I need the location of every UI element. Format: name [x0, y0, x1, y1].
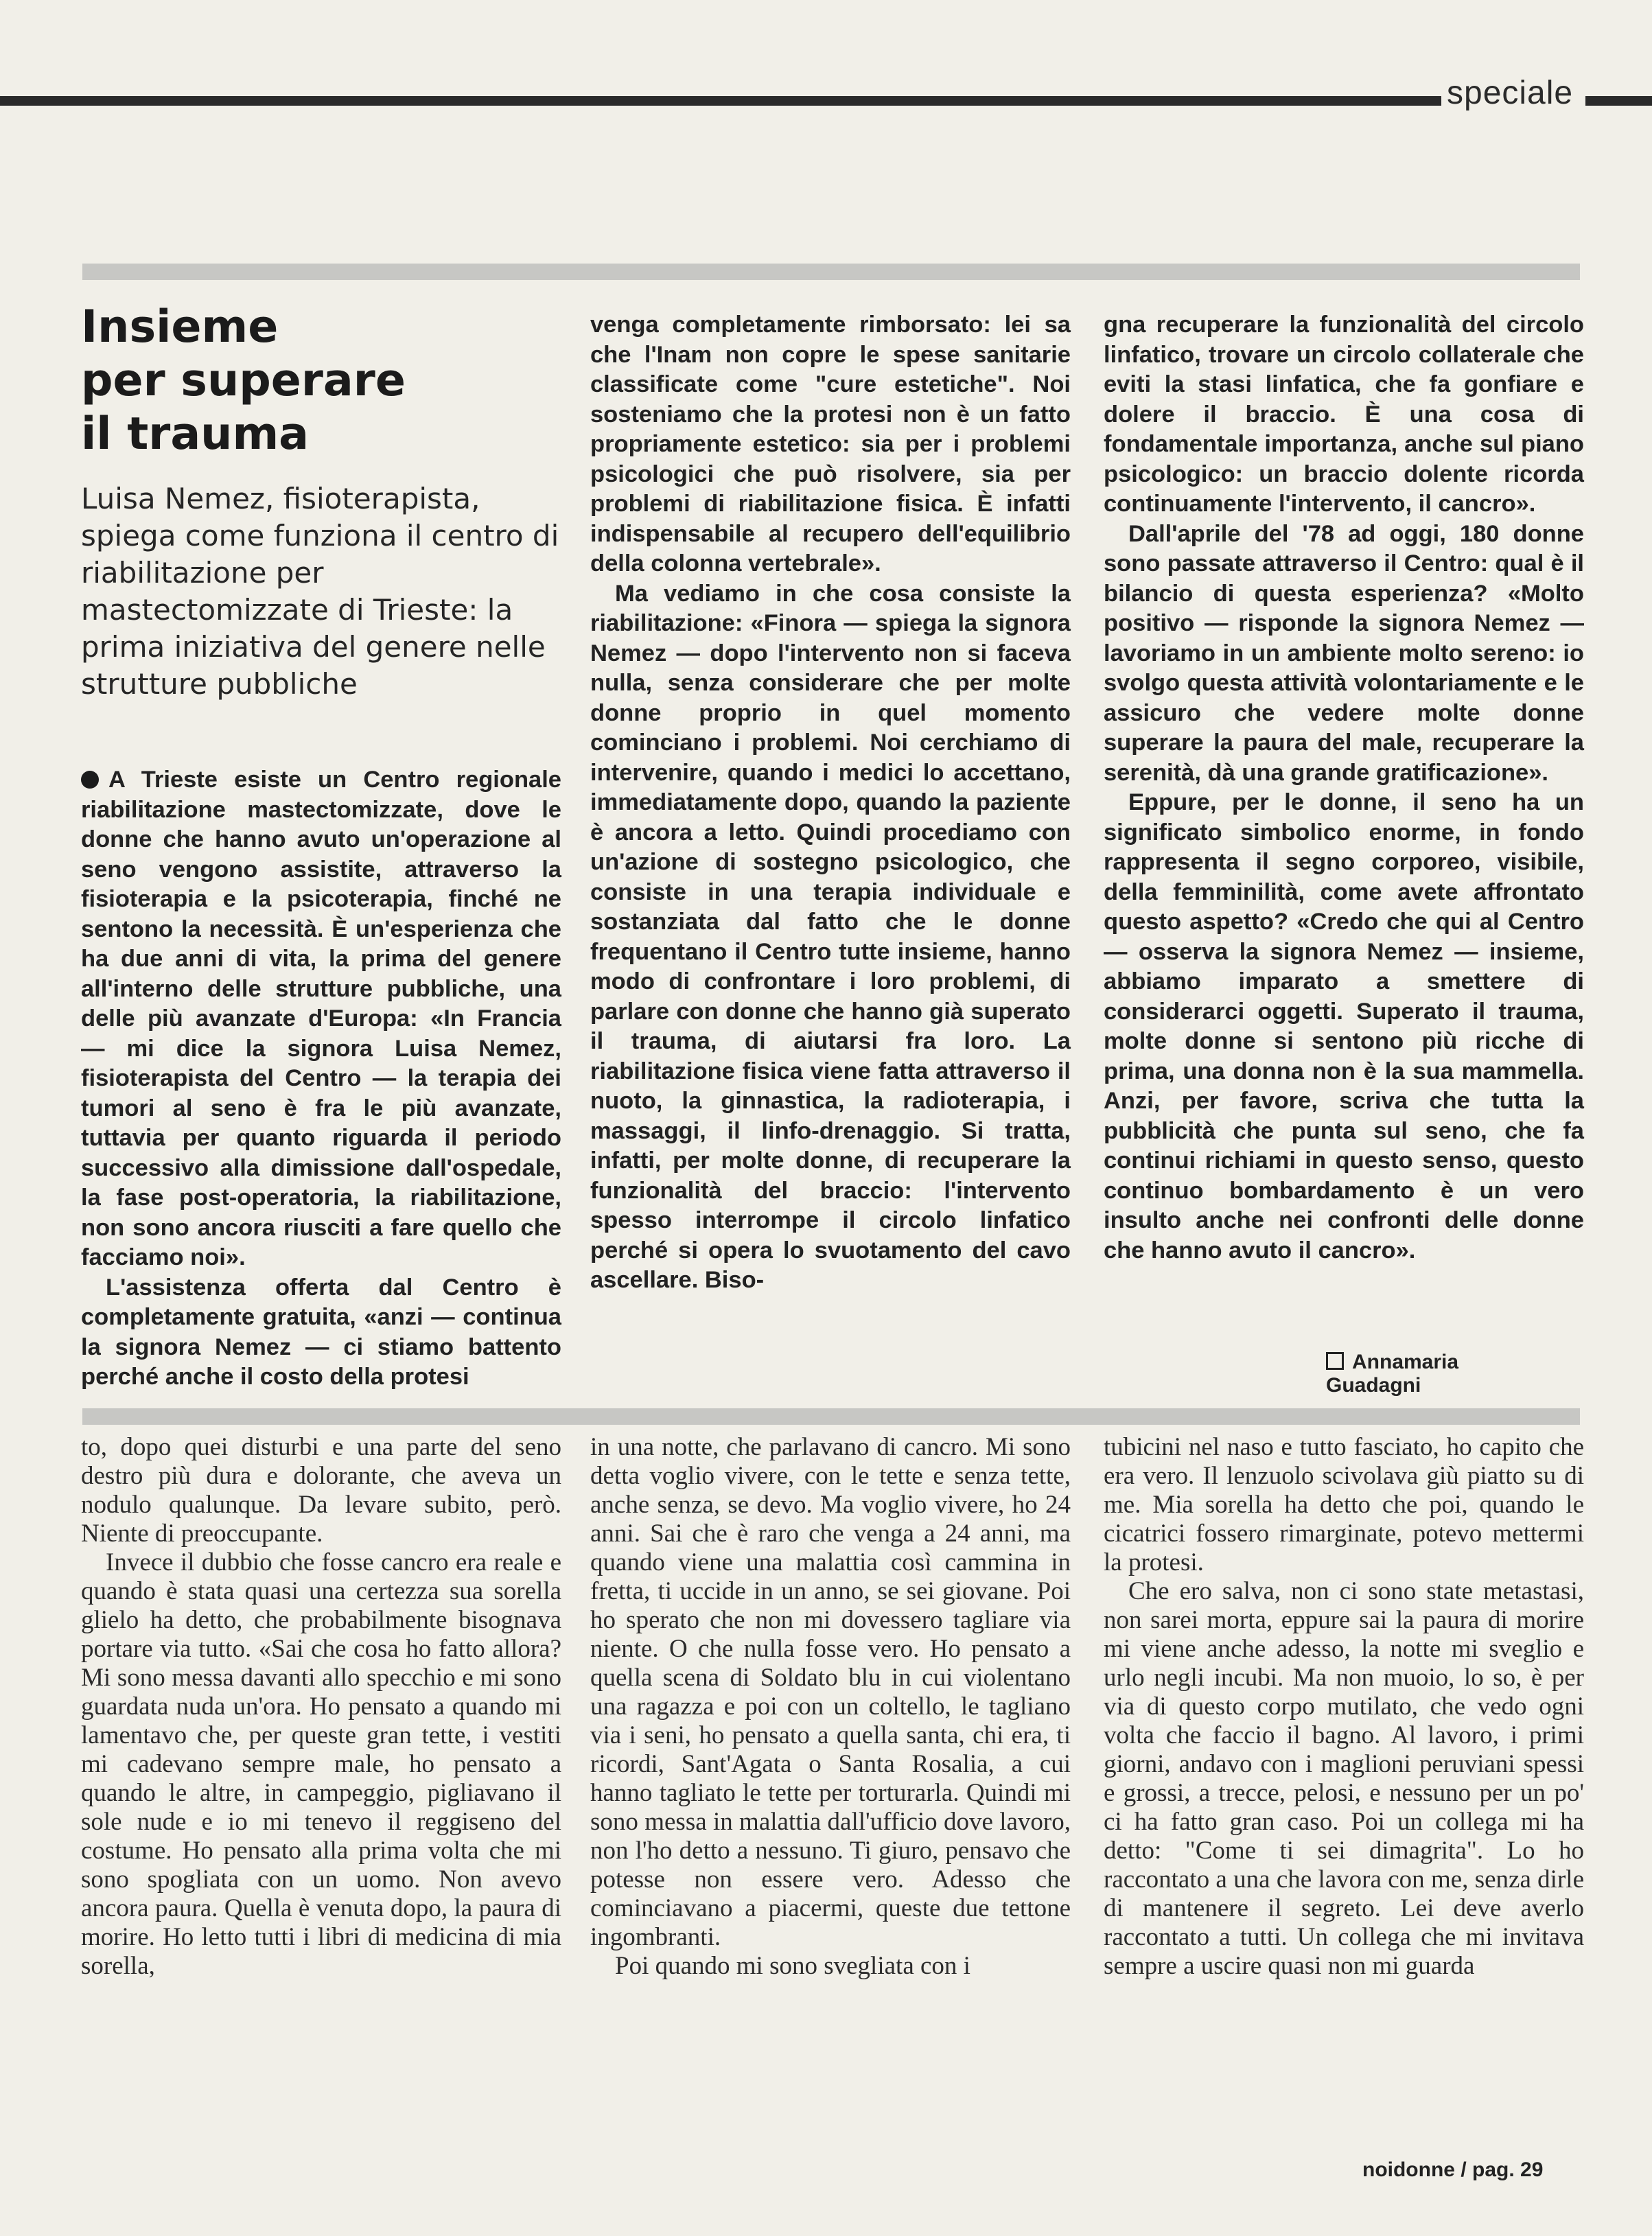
byline: [1326, 1351, 1552, 1397]
section-label: speciale: [1447, 75, 1574, 111]
paragraph: Poi quando mi sono svegliata con i: [615, 1952, 970, 1980]
paragraph: L'assistenza offerta dal Centro è completamente gratuita, «anzi — continua la signora Nemez — ci stiamo battento perché anche il costo della protesi: [81, 1274, 561, 1390]
paragraph: Che ero salva, non ci sono state metastasi, non sarei morta, eppure sai la paura di morire mi viene anche adesso, la notte mi sveglio e urlo negli incubi. Ma non muoio, lo so, è per via di questo corpo mutilato, che vedo ogni volta che faccio il bagno. Al lavoro, i primi giorni, andavo con i maglioni peruviani spessi e grossi, a trecce, pelosi, e nessuno per un po' ci ha fatto gran caso. Poi un collega mi ha detto: "Come ti sei dimagrita". Lo ho raccontato a una che lavora con me, senza dirle di mantenere il segreto. Lei deve averlo raccontato a tutti. Un collega che mi invitava sempre a uscire quasi non mi guarda: [1104, 1577, 1584, 1980]
headline-line: Insieme: [81, 301, 279, 353]
paragraph: Invece il dubbio che fosse cancro era reale e quando è stata quasi una certezza sua sorella glielo ha detto, che probabilmente bisognava portare via tutto. «Sai che cosa ho fatto allora? Mi sono messa davanti allo specchio e mi sono guardata nuda un'ora. Ho pensato a quando mi lamentavo che, per queste gran tette, i vestiti mi cadevano sempre male, ho pensato a quando le altre, in campeggio, pigliavano il sole nude e io mi tenevo il reggiseno del costume. Ho pensato alla prima volta che mi sono spogliata con un uomo. Non avevo ancora paura. Quella è venuta dopo, la paura di morire. Ho letto tutti i libri di medicina di mia sorella,: [81, 1548, 561, 1980]
paragraph: in una notte, che parlavano di cancro. Mi sono detta voglio vivere, con le tette e senza tette, anche senza, se devo. Ma voglio vivere, ho 24 anni. Sai che è raro che venga a 24 anni, ma quando viene una malattia così cammina in fretta, ti uccide in un anno, se sei giovane. Poi ho sperato che non mi dovessero tagliare via niente. O che nulla fosse vero. Ho pensato a quella scena di Soldato blu in cui violentano una ragazza e poi con un coltello, le tagliano via i seni, ho pensato a quella santa, chi era, ti ricordi, Sant'Agata o Santa Rosalia, a cui hanno tagliato le tette per torturarla. Quindi mi sono messa in malattia dall'ufficio dove lavoro, non l'ho detto a nessuno. Ti giuro, pensavo che potesse non essere vero. Adesso che cominciavano a piacermi, queste due tettone ingombranti.: [590, 1433, 1071, 1951]
story-top-band: [82, 1408, 1580, 1425]
page-number: 29: [1520, 2158, 1544, 2181]
paragraph: tubicini nel naso e tutto fasciato, ho capito che era vero. Il lenzuolo scivolava giù piatto su di me. Mia sorella ha detto che poi, quando le cicatrici fossero rimarginate, potevo mettermi la protesi.: [1104, 1433, 1584, 1576]
article-top-band: [82, 264, 1580, 280]
story-column-1: [81, 1433, 561, 1981]
article-headline: [81, 301, 561, 461]
byline-author: Annamaria Guadagni: [1326, 1351, 1459, 1397]
article-subhead: Luisa Nemez, fisioterapista, spiega come funziona il centro di riabilitazione per mastectomizzate di Trieste: la prima iniziativa del genere nelle strutture pubbliche: [81, 482, 559, 701]
header-rule-right: [1585, 96, 1652, 106]
article-column-3: [1104, 310, 1584, 1266]
headline-line: per superare: [81, 355, 406, 406]
paragraph: to, dopo quei disturbi e una parte del seno destro più dura e dolorante, che aveva un nodulo qualunque. Da levare subito, però. Niente di preoccupante.: [81, 1433, 561, 1548]
headline-line: il trauma: [81, 408, 310, 460]
paragraph: Dall'aprile del '78 ad oggi, 180 donne sono passate attraverso il Centro: qual è il bilancio di questa esperienza? «Molto positivo — risponde la signora Nemez — lavoriamo in un ambiente molto sereno: io svolgo questa attività volontariamente e le assicuro che vedere molte donne superare la paura del male, recuperare la serenità, dà una grande gratificazione».: [1104, 520, 1584, 786]
square-bullet-icon: [1326, 1352, 1344, 1370]
paragraph: venga completamente rimborsato: lei sa che l'Inam non copre le spese sanitarie classificate come "cure estetiche". Noi sosteniamo che la protesi non è un fatto propriamente estetico: sia per i problemi psicologici che può risolvere, sia per problemi di riabilitazione fisica. È infatti indispensabile al recupero dell'equilibrio della colonna vertebrale».: [590, 312, 1071, 577]
article-column-2: [590, 310, 1071, 1296]
page-label: pag.: [1472, 2158, 1515, 2181]
paragraph: gna recuperare la funzionalità del circolo linfatico, trovare un circolo collaterale che eviti la stasi linfatica, che fa gonfiare e dolere il braccio. È una cosa di fondamentale importanza, anche sul piano psicologico: un braccio dolente ricorda continuamente l'intervento, il cancro».: [1104, 312, 1584, 517]
magazine-name: noidonne: [1362, 2158, 1455, 2181]
story-column-2: [590, 1433, 1071, 1981]
bullet-icon: [81, 771, 99, 789]
paragraph: Ma vediamo in che cosa consiste la riabilitazione: «Finora — spiega la signora Nemez — dopo l'intervento non si faceva nulla, senza considerare che per molte donne proprio in quel momento cominciano i problemi. Noi cerchiamo di intervenire, quando i medici lo accettano, immediatamente dopo, quando la paziente è ancora a letto. Quindi procediamo con un'azione di sostegno psicologico, che consiste in una terapia individuale e sostanziata dal fatto che le donne frequentano il Centro tutte insieme, hanno modo di confrontare i loro problemi, di parlare con donne che hanno già superato il trauma, di aiutarsi fra loro. La riabilitazione fisica viene fatta attraverso il nuoto, la ginnastica, la radioterapia, i massaggi, il linfo-drenaggio. Si tratta, infatti, per molte donne, di recuperare la funzionalità del braccio: l'intervento spesso interrompe il circolo linfatico perché si opera lo svuotamento del cavo ascellare. Biso-: [590, 580, 1071, 1293]
paragraph: Eppure, per le donne, il seno ha un significato simbolico enorme, in fondo rappresenta il segno corporeo, visibile, della femminilità, come avete affrontato questo aspetto? «Credo che qui al Centro — osserva la signora Nemez — insieme, abbiamo imparato a smettere di considerarci oggetti. Superato il trauma, molte donne si sentono più ricche di prima, una donna non è la sua mammella. Anzi, per favore, scriva che tutta la pubblicità che punta sul seno, che fa continui richiami in questo senso, questo continuo bombardamento è un vero insulto anche nei confronti delle donne che hanno avuto il cancro».: [1104, 789, 1584, 1263]
article-column-1: [81, 765, 561, 1393]
paragraph: A Trieste esiste un Centro regionale riabilitazione mastectomizzate, dove le donne che hanno avuto un'operazione al seno vengono assistite, attraverso la fisioterapia e la psicoterapia, finché ne sentono la necessità. È un'esperienza che ha due anni di vita, la prima del genere all'interno delle strutture pubbliche, una delle più avanzate d'Europa: «In Francia — mi dice la signora Luisa Nemez, fisioterapista del Centro — la terapia dei tumori al seno è fra le più avanzate, tuttavia per quanto riguarda il periodo successivo alla dimissione dall'ospedale, la fase post-operatoria, la riabilitazione, non sono ancora riusciti a fare quello che facciamo noi».: [81, 767, 561, 1270]
page-footer: [1362, 2158, 1543, 2182]
footer-separator: /: [1461, 2158, 1467, 2181]
header-rule: [0, 96, 1441, 106]
story-column-3: [1104, 1433, 1584, 1981]
